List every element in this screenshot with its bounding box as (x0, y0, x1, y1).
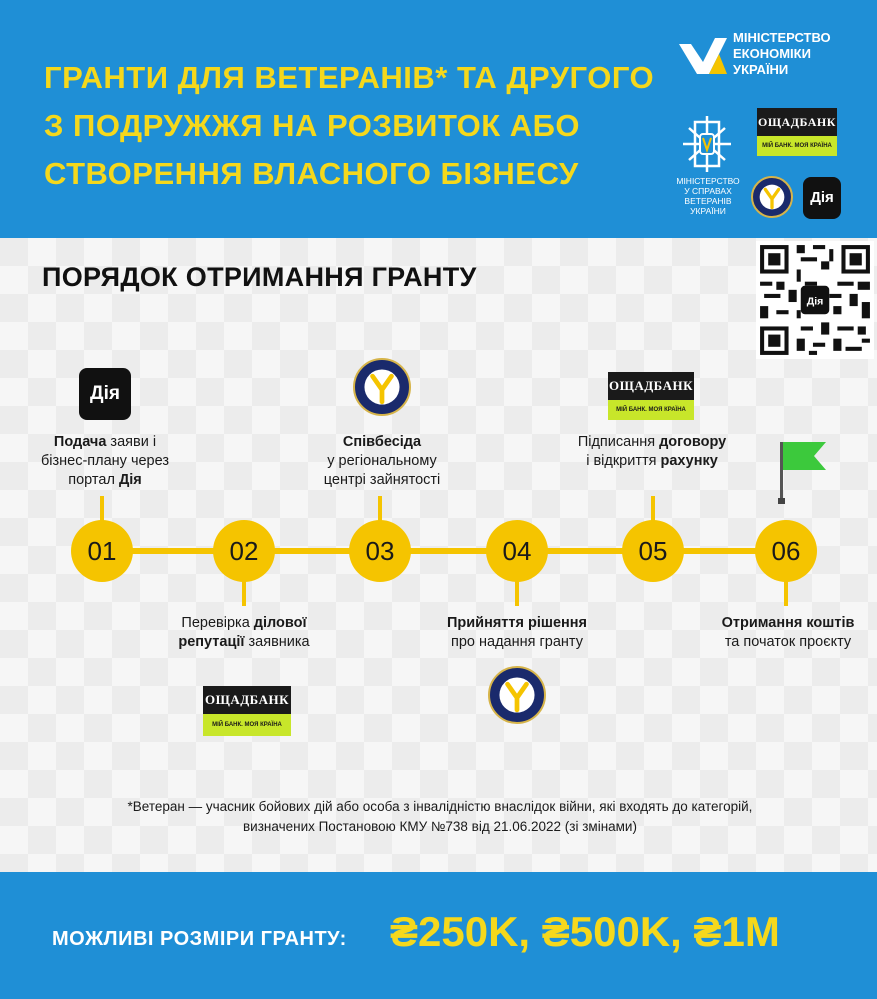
step-6-circle: 06 (755, 520, 817, 582)
ministry-economy-line-1: МІНІСТЕРСТВО (733, 30, 831, 45)
oschadbank-logo-step-5: ОЩАДБАНК МІЙ БАНК. МОЯ КРАЇНА (608, 372, 694, 420)
qr-code-icon (756, 241, 874, 359)
ministry-economy-icon (679, 34, 727, 78)
step-1-circle: 01 (71, 520, 133, 582)
step-3-circle: 03 (349, 520, 411, 582)
svg-text:Дія: Дія (806, 295, 824, 308)
grant-sizes-label: МОЖЛИВІ РОЗМІРИ ГРАНТУ: (52, 928, 347, 950)
qr-code[interactable] (756, 241, 874, 359)
diia-logo-header: Дія (803, 177, 841, 219)
employment-service-logo-header (751, 176, 793, 218)
employment-service-icon (753, 178, 791, 216)
employment-service-icon (355, 360, 409, 414)
page-title (44, 54, 664, 198)
employment-service-logo-step-4 (488, 666, 546, 724)
step-6-description: Отримання коштів та початок проєкту (721, 615, 855, 650)
title-line-2: З ПОДРУЖЖЯ НА РОЗВИТОК АБО (44, 108, 581, 143)
step-2-description: Перевірка ділової репутації заявника (178, 615, 310, 650)
title-line-1: ГРАНТИ ДЛЯ ВЕТЕРАНІВ* ТА ДРУГОГО (44, 60, 655, 95)
grant-sizes-values: ₴250K, ₴500K, ₴1M (390, 908, 780, 955)
veteran-footnote: *Ветеран — учасник бойових дій або особа з інвалідністю внаслідок війни, які входять до категорій, визначених Постановою КМУ №738 від 21.06.2022 (зі змінами) (127, 799, 753, 834)
title-line-3: СТВОРЕННЯ ВЛАСНОГО БІЗНЕСУ (44, 156, 579, 191)
ministry-economy-line-3: УКРАЇНИ (733, 62, 789, 77)
step-3-description: Співбесіда у регіональному центрі зайнятості (323, 434, 441, 488)
finish-flag-icon (774, 436, 830, 506)
step-4-circle: 04 (486, 520, 548, 582)
ministry-economy-line-2: ЕКОНОМІКИ (733, 46, 811, 61)
ministry-veterans-label: МІНІСТЕРСТВО У СПРАВАХ ВЕТЕРАНІВ УКРАЇНИ (676, 176, 740, 216)
employment-service-icon (490, 668, 544, 722)
diia-logo-step-1: Дія (79, 368, 131, 420)
employment-service-logo-step-3 (353, 358, 411, 416)
step-4-description: Прийняття рішення про надання гранту (446, 615, 588, 650)
timeline-line (102, 548, 788, 554)
section-title: ПОРЯДОК ОТРИМАННЯ ГРАНТУ (42, 262, 477, 292)
oschadbank-logo-header: ОЩАДБАНК МІЙ БАНК. МОЯ КРАЇНА (757, 108, 837, 156)
step-1-description: Подача заяви і бізнес-плану через портал Дія (40, 434, 170, 488)
step-5-circle: 05 (622, 520, 684, 582)
ministry-veterans-emblem-icon (681, 114, 733, 174)
step-2-circle: 02 (213, 520, 275, 582)
step-5-description: Підписання договору і відкриття рахунку (577, 434, 727, 469)
oschadbank-logo-step-2: ОЩАДБАНК МІЙ БАНК. МОЯ КРАЇНА (203, 686, 291, 736)
ministry-economy-logo (679, 30, 869, 82)
